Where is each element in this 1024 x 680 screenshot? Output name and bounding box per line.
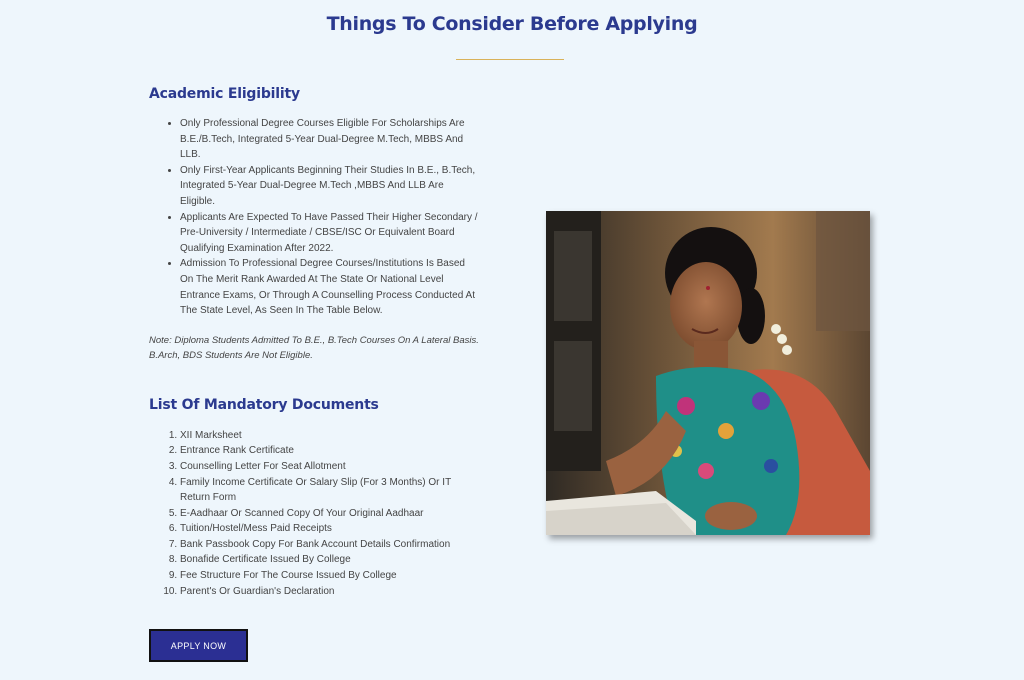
eligibility-heading: Academic Eligibility	[149, 86, 300, 102]
list-item: 2. Entrance Rank Certificate	[180, 443, 479, 459]
list-item: 8. Bonafide Certificate Issued By College	[180, 552, 479, 568]
list-item: • Applicants Are Expected To Have Passed Their Higher Secondary / Pre-University / Intermediate / CBSE/ISC Or Equivalent Board Qualifying Examination After 2022.	[180, 210, 479, 257]
list-item: • Admission To Professional Degree Courses/Institutions Is Based On The Merit Rank Awarded At The State Or National Level Entrance Exams, Or Through A Counselling Process Conducted At The State Level, As Seen In The Table Below.	[180, 256, 479, 318]
student-photo	[546, 211, 870, 535]
list-item: • Only First-Year Applicants Beginning Their Studies In B.E., B.Tech, Integrated 5-Year Dual-Degree M.Tech ,MBBS And LLB Are Eligible.	[180, 163, 479, 210]
eligibility-note: Note: Diploma Students Admitted To B.E., B.Tech Courses On A Lateral Basis. B.Arch, BDS Students Are Not Eligible.	[149, 334, 479, 362]
list-item: 6. Tuition/Hostel/Mess Paid Receipts	[180, 521, 479, 537]
title-divider	[456, 59, 564, 60]
list-item: 7. Bank Passbook Copy For Bank Account Details Confirmation	[180, 537, 479, 553]
content-column	[149, 86, 479, 599]
documents-list	[149, 428, 479, 600]
eligibility-list	[149, 116, 479, 319]
list-item: • Only Professional Degree Courses Eligible For Scholarships Are B.E./B.Tech, Integrated 5-Year Dual-Degree M.Tech, MBBS And LLB.	[180, 116, 479, 163]
list-item: 10. Parent's Or Guardian's Declaration	[180, 584, 479, 600]
list-item: 1. XII Marksheet	[180, 428, 479, 444]
page-title: Things To Consider Before Applying	[326, 13, 698, 35]
list-item: 9. Fee Structure For The Course Issued By College	[180, 568, 479, 584]
list-item: 4. Family Income Certificate Or Salary Slip (For 3 Months) Or IT Return Form	[180, 475, 479, 506]
apply-now-button[interactable]: APPLY NOW	[149, 629, 248, 662]
list-item: 3. Counselling Letter For Seat Allotment	[180, 459, 479, 475]
documents-heading: List Of Mandatory Documents	[149, 396, 379, 413]
list-item: 5. E-Aadhaar Or Scanned Copy Of Your Original Aadhaar	[180, 506, 479, 522]
